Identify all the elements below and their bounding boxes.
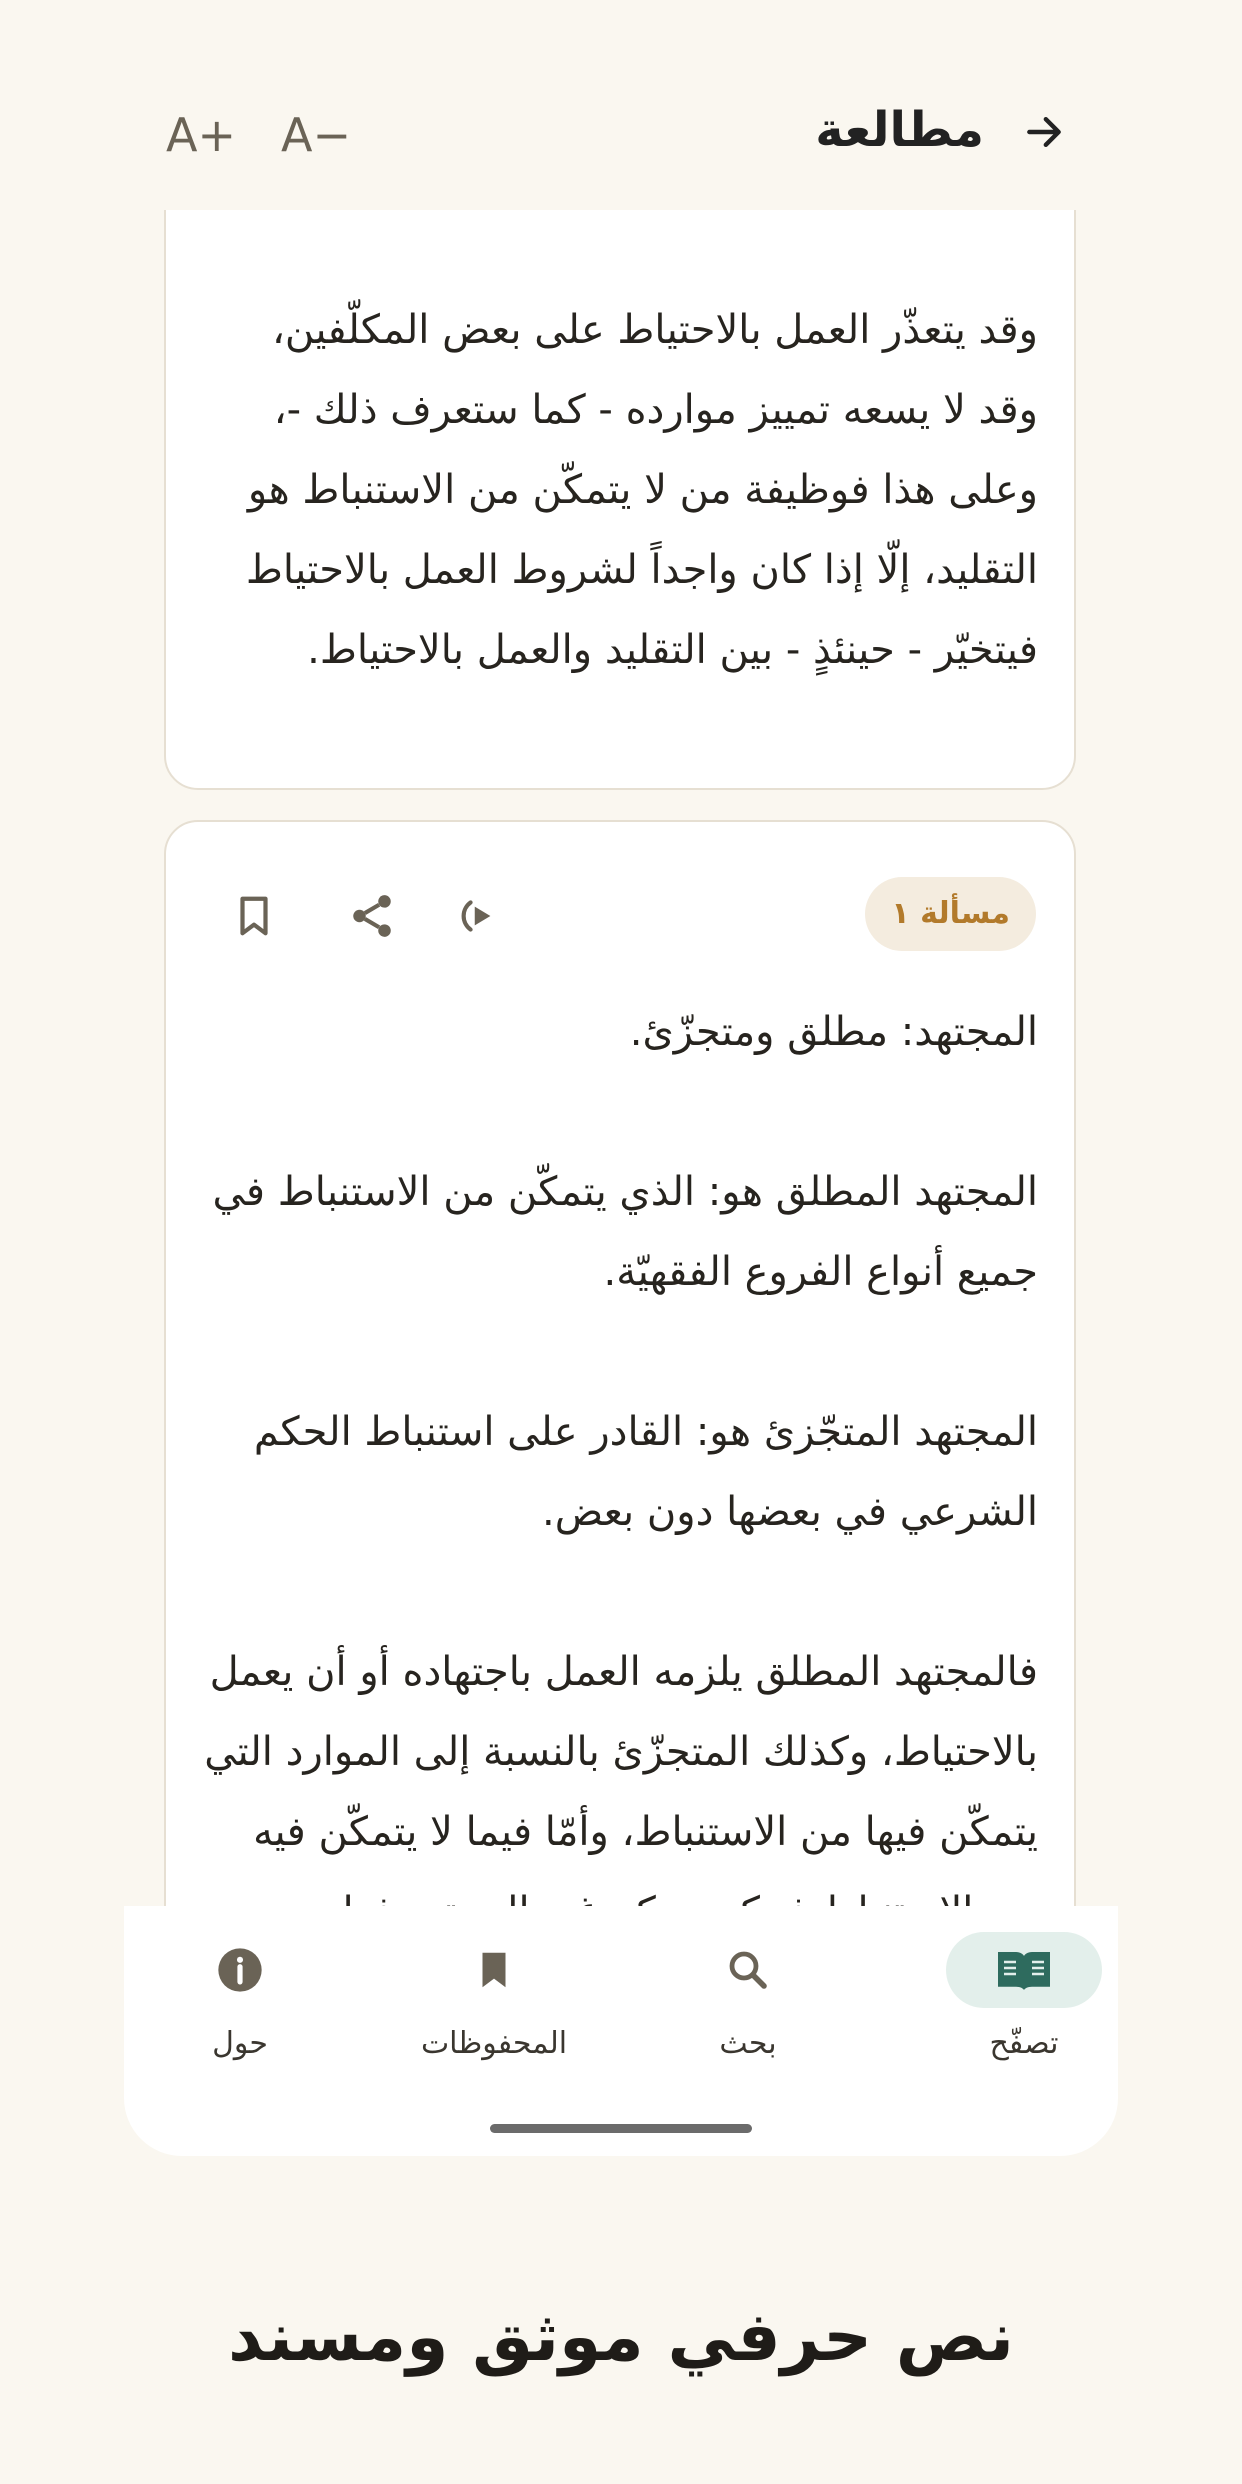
- card-body-text: وقد يتعذّر العمل بالاحتياط على بعض المكلّفين، وقد لا يسعه تمييز موارده - كما ستعرف ذلك -، وعلى هذا فوظيفة من لا يتمكّن من الاستنباط هو التقليد، إلّا إذا كان واجداً لشروط العمل بالاحتياط فيتخيّر - حينئذٍ - بين التقليد والعمل بالاحتياط.: [245, 307, 1038, 673]
- card-body-text: المجتهد: مطلق ومتجزّئ. المجتهد المطلق هو: الذي يتمكّن من الاستنباط في جميع أنواع الفروع الفقهيّة. المجتهد المتجّزئ هو: القادر على استنباط الحكم الشرعي في بعضها دون بعض. فالمجتهد المطلق يلزمه العمل باجتهاده أو أن يعمل بالاحتياط، وكذلك المتجزّئ بالنسبة إلى الموارد التي يتمكّن فيها من الاستنباط، وأمّا فيما لا يتمكّن فيه: [204, 1009, 1038, 1855]
- nav-label: بحث: [719, 2026, 777, 2061]
- info-icon: [162, 1932, 318, 2008]
- promo-tagline: نص حرفي موثق ومسند: [227, 2298, 1015, 2377]
- nav-label: حول: [212, 2026, 268, 2061]
- reading-content[interactable]: [0, 210, 1242, 1906]
- back-arrow-icon[interactable]: [1016, 104, 1072, 160]
- bookmark-icon[interactable]: [224, 886, 284, 946]
- issue-badge: مسألة ١: [865, 877, 1036, 951]
- search-icon: [670, 1932, 826, 2008]
- bottom-navigation: [124, 1906, 1118, 2156]
- nav-about[interactable]: [140, 1926, 340, 2076]
- home-indicator[interactable]: [490, 2124, 752, 2133]
- nav-browse[interactable]: [924, 1926, 1124, 2076]
- share-icon[interactable]: [342, 886, 402, 946]
- issue-card: [164, 820, 1076, 2020]
- nav-label: تصفّح: [989, 2026, 1059, 2061]
- nav-label: المحفوظات: [420, 2026, 568, 2061]
- audio-play-icon[interactable]: [451, 886, 511, 946]
- text-card: [164, 130, 1076, 790]
- app-header: [0, 0, 1242, 210]
- font-decrease-button[interactable]: A−: [281, 108, 352, 162]
- nav-saved[interactable]: [394, 1926, 594, 2076]
- book-open-icon: [946, 1932, 1102, 2008]
- nav-search[interactable]: [648, 1926, 848, 2076]
- page-title: مطالعة: [815, 102, 984, 158]
- font-increase-button[interactable]: A+: [166, 108, 237, 162]
- bookmark-icon: [416, 1932, 572, 2008]
